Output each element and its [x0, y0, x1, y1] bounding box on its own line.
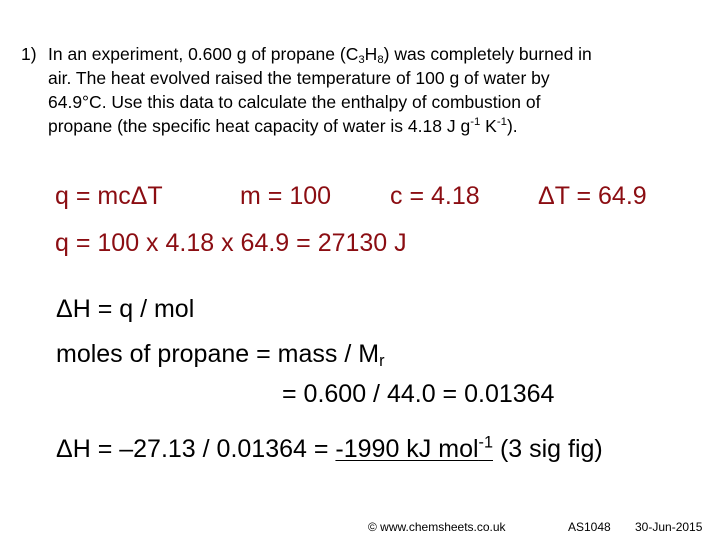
question-line-4-suffix: ). — [506, 116, 518, 136]
propane-carbon-subscript: 3 — [358, 53, 365, 66]
enthalpy-definition: ΔH = q / mol — [56, 295, 195, 323]
question-line-3: 64.9°C. Use this data to calculate the enthalpy of combustion of — [48, 92, 541, 112]
question-line-1 — [48, 44, 592, 65]
footer-copyright: © www.chemsheets.co.uk — [368, 520, 506, 534]
question-line-4-prefix: propane (the specific heat capacity of water is 4.18 J g — [48, 116, 471, 136]
given-mass: m = 100 — [240, 182, 332, 210]
footer-code: AS1048 — [568, 520, 611, 534]
kelvin-exponent: -1 — [496, 116, 507, 129]
enthalpy-answer — [335, 435, 493, 463]
relative-mass-subscript: r — [379, 352, 385, 371]
question-line-4-mid: K — [480, 116, 497, 136]
question-line-1-prefix: In an experiment, 0.600 g of propane (C — [48, 44, 359, 64]
gram-exponent: -1 — [470, 116, 481, 129]
given-heat-capacity: c = 4.18 — [390, 182, 480, 210]
moles-calculation: = 0.600 / 44.0 = 0.01364 — [282, 380, 555, 408]
heat-calculation: q = 100 x 4.18 x 64.9 = 27130 J — [55, 229, 407, 257]
enthalpy-calculation — [56, 435, 603, 464]
propane-hydrogen-subscript: 8 — [377, 53, 384, 66]
moles-definition-text: moles of propane = mass / M — [56, 340, 380, 368]
sig-fig-note: (3 sig fig) — [493, 435, 603, 463]
question-line-1-suffix: ) was completely burned in — [383, 44, 592, 64]
enthalpy-answer-value: -1990 kJ mol — [335, 435, 479, 463]
enthalpy-calculation-prefix: ΔH = –27.13 / 0.01364 = — [56, 435, 336, 463]
question-line-2: air. The heat evolved raised the temperature of 100 g of water by — [48, 68, 550, 88]
given-temperature-change: ΔT = 64.9 — [538, 182, 647, 210]
heat-formula: q = mcΔT — [55, 182, 163, 210]
question-number: 1) — [21, 44, 37, 64]
mol-exponent: -1 — [478, 433, 493, 452]
question-line-1-mid: H — [364, 44, 378, 64]
question-line-4 — [48, 116, 518, 137]
footer-date: 30-Jun-2015 — [635, 520, 703, 534]
moles-definition — [56, 340, 384, 369]
